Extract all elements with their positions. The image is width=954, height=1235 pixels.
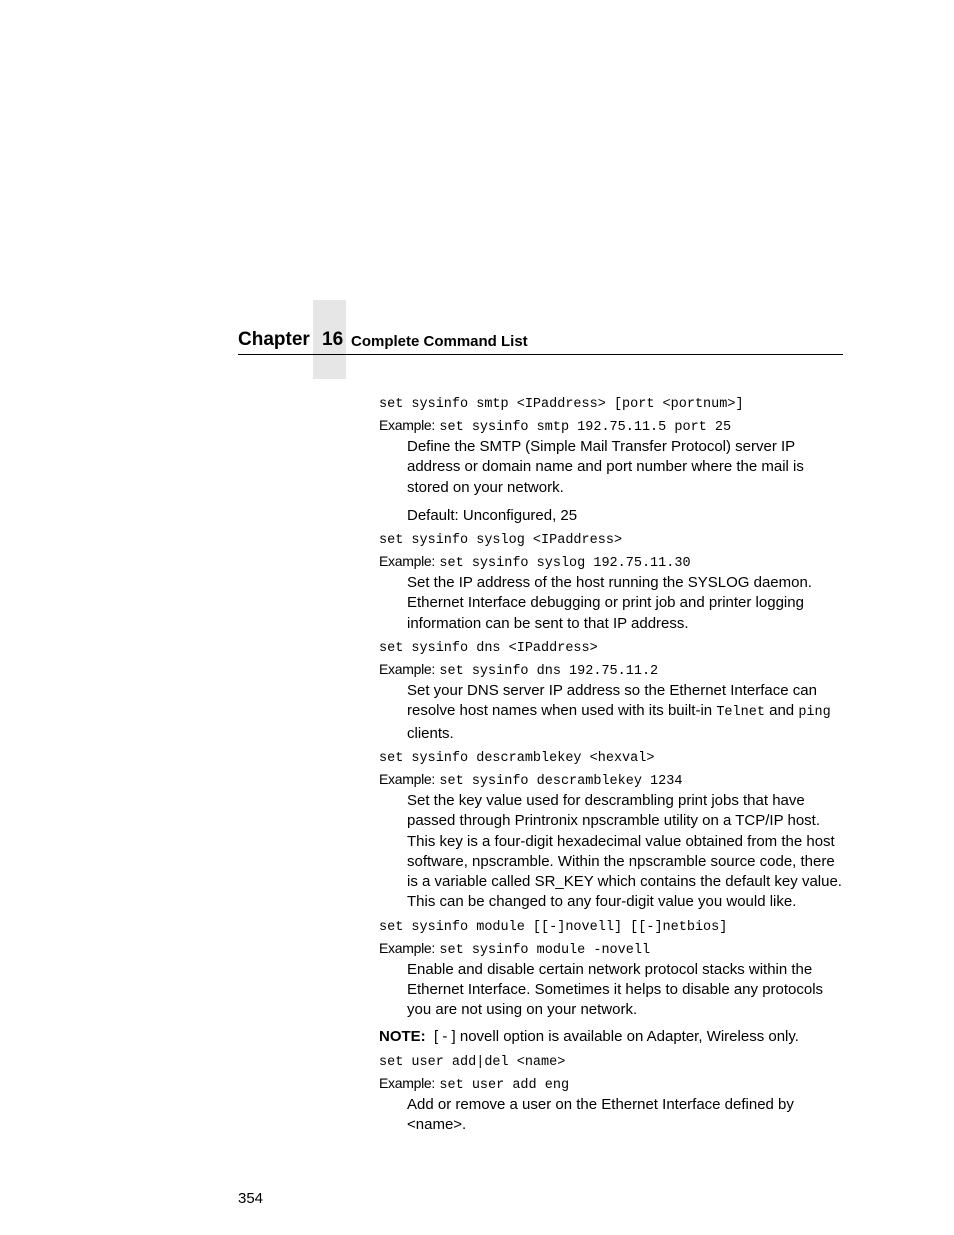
command-entry-syslog — [379, 531, 844, 634]
example-label: Example: — [379, 1074, 435, 1091]
example-code: set sysinfo descramblekey 1234 — [439, 773, 683, 789]
command-description: Define the SMTP (Simple Mail Transfer Protocol) server IP address or domain name and port number where the mail is stored on your network. — [407, 438, 804, 496]
note — [379, 1027, 844, 1047]
command-entry-descramblekey — [379, 749, 844, 913]
command-list — [379, 395, 844, 1135]
example-code: set sysinfo module -novell — [439, 942, 651, 958]
chapter-number: 16 — [322, 329, 344, 350]
command-example — [379, 415, 844, 435]
command-syntax: set sysinfo smtp <IPaddress> [port <portnum>] — [379, 397, 744, 412]
example-label: Example: — [379, 417, 435, 433]
example-label: Example: — [379, 939, 435, 956]
note-text: [ - ] novell option is available on Adapter, Wireless only. — [434, 1027, 799, 1045]
example-code: set user add eng — [439, 1077, 570, 1093]
command-entry-smtp — [379, 395, 844, 526]
page-number: 354 — [238, 1190, 264, 1207]
command-entry-dns — [379, 639, 844, 744]
command-example — [379, 1073, 844, 1093]
command-syntax: set sysinfo syslog <IPaddress> — [379, 533, 623, 549]
command-syntax: set sysinfo module [[-]novell] [[-]netbios] — [379, 919, 728, 935]
ping-code: ping — [798, 705, 831, 721]
command-example — [379, 769, 844, 789]
telnet-code: Telnet — [716, 705, 765, 721]
example-label: Example: — [379, 661, 435, 678]
note-label: NOTE: — [379, 1027, 426, 1045]
command-description: Set the IP address of the host running the SYSLOG daemon. Ethernet Interface debugging or print job and printer logging information can be sent to that IP address. — [407, 574, 812, 632]
command-description: Set the key value used for descrambling print jobs that have passed through Printronix npscramble utility on a TCP/IP host. This key is a four-digit hexadecimal value obtained from the host software, npscramble. Within the npscramble source code, there is a variable called SR_KEY which contains the default key value. This can be changed to any four-digit value you would like. — [407, 791, 842, 911]
command-description: Add or remove a user on the Ethernet Interface defined by <name>. — [407, 1095, 794, 1133]
command-example — [379, 938, 844, 958]
command-entry-user — [379, 1053, 844, 1136]
command-description: Enable and disable certain network protocol stacks within the Ethernet Interface. Sometimes it helps to disable any protocols you are not using on your network. — [407, 960, 824, 1019]
command-description: Set your DNS server IP address so the Ethernet Interface can resolve host names when used with its built-in Telnet and ping clients. — [407, 682, 831, 742]
example-label: Example: — [379, 553, 435, 570]
command-default: Default: Unconfigured, 25 — [407, 506, 578, 524]
command-syntax: set sysinfo descramblekey <hexval> — [379, 750, 655, 766]
chapter-header — [238, 300, 843, 379]
example-code: set sysinfo syslog 192.75.11.30 — [439, 556, 691, 572]
command-example — [379, 551, 844, 571]
chapter-title: Complete Command List — [351, 333, 528, 350]
example-code: set sysinfo smtp 192.75.11.5 port 25 — [439, 420, 732, 435]
command-entry-module — [379, 918, 844, 1021]
command-syntax: set user add|del <name> — [379, 1054, 566, 1070]
header-rule — [238, 354, 843, 355]
example-code: set sysinfo dns 192.75.11.2 — [439, 664, 659, 680]
example-label: Example: — [379, 770, 435, 787]
chapter-label: Chapter — [238, 329, 310, 350]
command-syntax: set sysinfo dns <IPaddress> — [379, 641, 598, 657]
command-example — [379, 659, 844, 679]
